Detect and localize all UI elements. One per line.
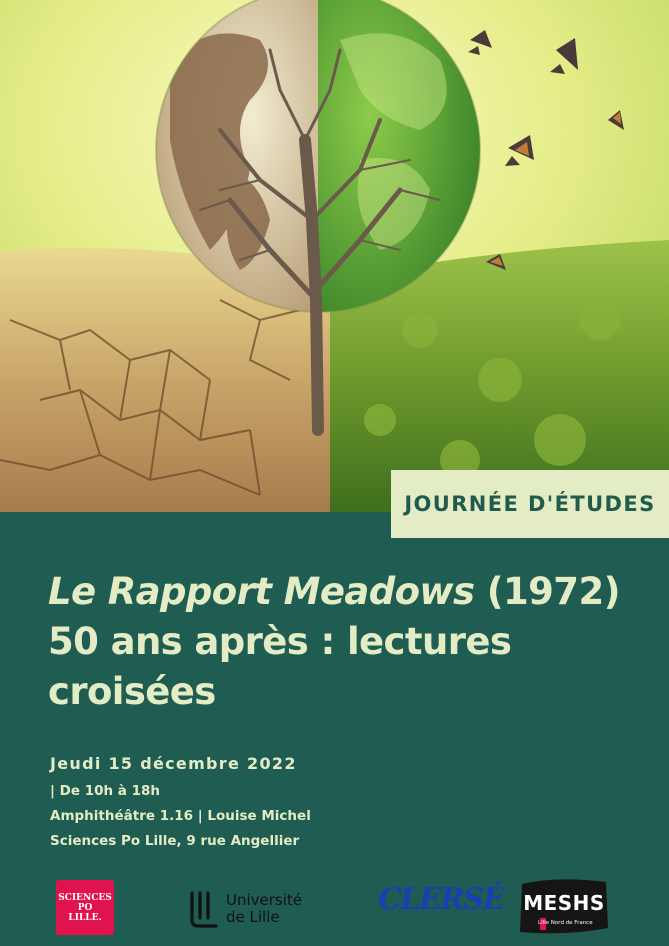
universite-line1: Université <box>226 891 303 909</box>
event-time: | De 10h à 18h <box>50 783 160 799</box>
universite-lille-mark-icon <box>188 890 222 930</box>
sciences-po-line1: SCIENCES <box>58 892 112 903</box>
clerse-logo <box>378 880 504 932</box>
universite-de-lille-logo <box>188 890 328 930</box>
meshs-logo <box>516 876 612 938</box>
event-room: Amphithéâtre 1.16 | Louise Michel <box>50 808 311 824</box>
meshs-sub-right: Nord de France <box>550 920 593 926</box>
event-address: Sciences Po Lille, 9 rue Angellier <box>50 833 300 849</box>
title-year: (1972) <box>474 570 620 613</box>
title-line-2: 50 ans après : lectures <box>48 620 512 663</box>
page-title <box>48 567 648 717</box>
event-type-badge <box>391 470 669 538</box>
clerse-text: CLERSÉ <box>378 882 504 917</box>
event-date: Jeudi 15 décembre 2022 <box>50 754 297 773</box>
sciences-po-line2: PO <box>77 902 93 913</box>
meshs-subtitle <box>538 920 593 926</box>
sciences-po-line3: LILLE. <box>68 912 102 923</box>
meshs-sub-left: Lille <box>538 920 550 926</box>
universite-line2: de Lille <box>226 908 280 926</box>
title-line-1 <box>48 567 648 617</box>
event-type-label: JOURNÉE D'ÉTUDES <box>404 492 656 516</box>
meshs-text: MESHS <box>523 891 605 915</box>
sciences-po-lille-logo <box>56 880 114 935</box>
title-line-3: croisées <box>48 670 216 713</box>
title-italic: Le Rapport Meadows <box>48 570 475 613</box>
